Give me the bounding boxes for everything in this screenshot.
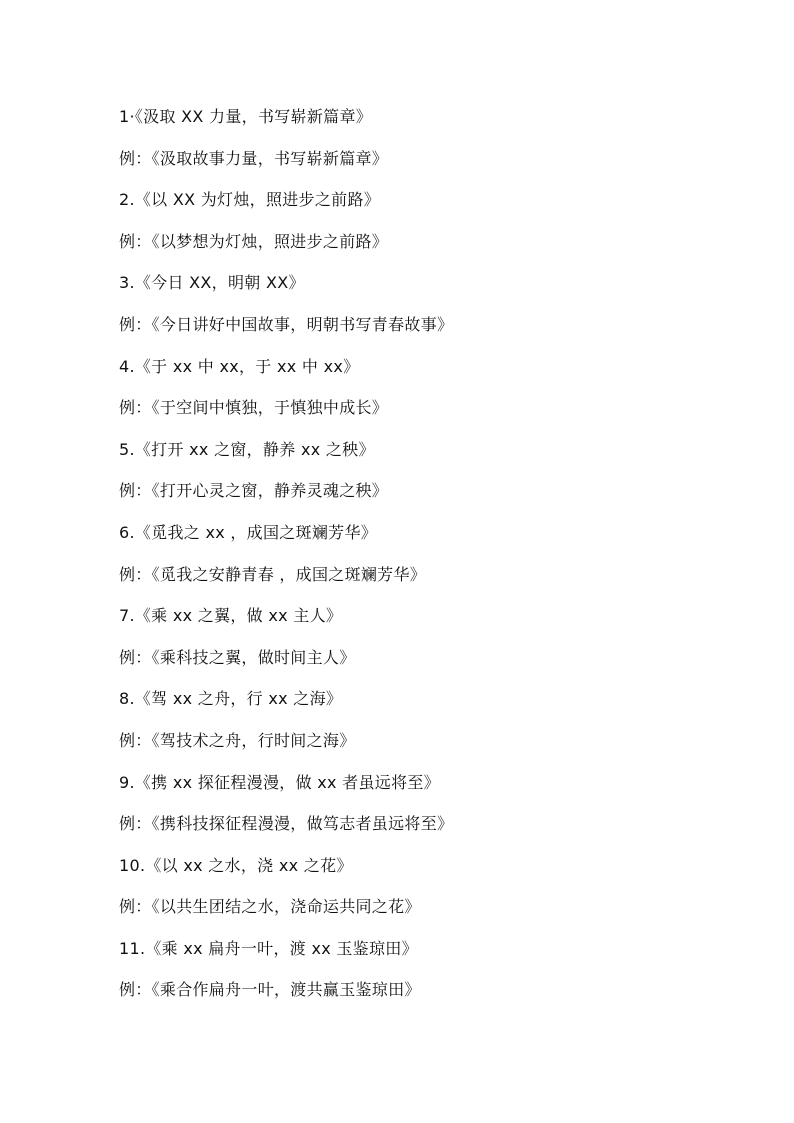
template-line: 3.《今日 XX，明朝 XX》 (119, 273, 305, 293)
example-line: 例：《乘科技之翼，做时间主人》 (119, 647, 356, 667)
example-line: 例：《汲取故事力量，书写崭新篇章》 (119, 148, 389, 168)
template-line: 9.《携 xx 探征程漫漫，做 xx 者虽远将至》 (119, 772, 440, 792)
template-line: 5.《打开 xx 之窗，静养 xx 之秧》 (119, 439, 375, 459)
template-line: 4.《于 xx 中 xx，于 xx 中 xx》 (119, 356, 360, 376)
template-line: 6.《觅我之 xx ，成国之斑斓芳华》 (119, 522, 378, 542)
example-line: 例：《驾技术之舟，行时间之海》 (119, 730, 356, 750)
title-template-list (119, 104, 719, 1019)
example-line: 例：《今日讲好中国故事，明朝书写青春故事》 (119, 314, 454, 334)
example-line: 例：《以共生团结之水，浇命运共同之花》 (119, 897, 421, 917)
example-line: 例：《觅我之安静青春 ，成国之斑斓芳华》 (119, 564, 427, 584)
example-line: 例：《于空间中慎独，于慎独中成长》 (119, 398, 389, 418)
template-line: 7.《乘 xx 之翼，做 xx 主人》 (119, 606, 343, 626)
template-line: 10.《以 xx 之水，浇 xx 之花》 (119, 855, 353, 875)
example-line: 例：《以梦想为灯烛，照进步之前路》 (119, 231, 389, 251)
example-line: 例：《乘合作扁舟一叶，渡共赢玉鉴琼田》 (119, 980, 421, 1000)
example-line: 例：《打开心灵之窗，静养灵魂之秧》 (119, 481, 389, 501)
template-line: 2.《以 XX 为灯烛，照进步之前路》 (119, 190, 381, 210)
example-line: 例：《携科技探征程漫漫，做笃志者虽远将至》 (119, 814, 454, 834)
template-line: 1·《汲取 XX 力量，书写崭新篇章》 (119, 107, 373, 126)
template-line: 11.《乘 xx 扁舟一叶，渡 xx 玉鉴琼田》 (119, 938, 418, 958)
template-line: 8.《驾 xx 之舟，行 xx 之海》 (119, 689, 343, 709)
